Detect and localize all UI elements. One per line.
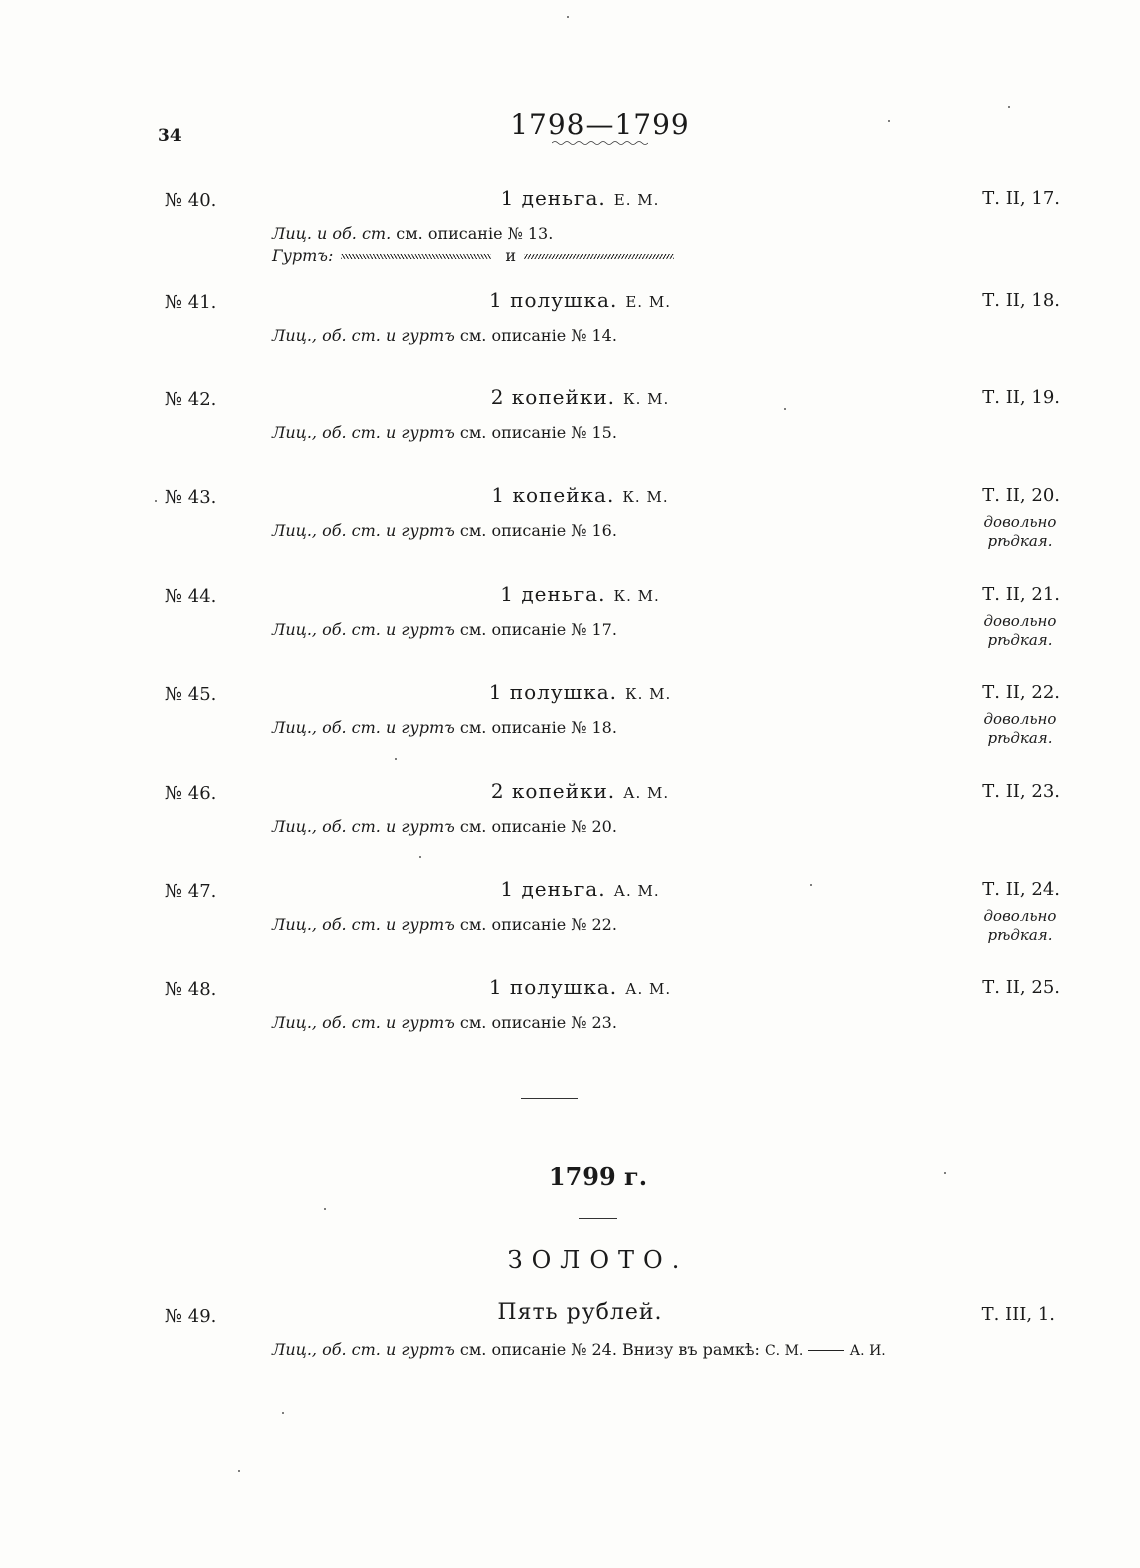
edge-pattern-right	[524, 254, 674, 259]
catalog-entry	[0, 975, 1140, 1069]
description-prefix: Лиц., об. ст. и гуртъ	[272, 817, 455, 836]
running-head: 1798—1799	[510, 108, 690, 141]
denomination: 1 полушка.	[489, 288, 618, 312]
scan-speck	[567, 16, 569, 18]
denomination: 1 деньга.	[500, 186, 606, 210]
description-prefix: Лиц., об. ст. и гуртъ	[272, 521, 455, 540]
description-suffix: см. описаніе № 16.	[459, 521, 617, 540]
rarity-note: довольно рѣдкая.	[983, 710, 1057, 747]
denomination: 2 копейки.	[490, 385, 616, 409]
entry-title	[380, 385, 780, 409]
entry-number: № 49.	[165, 1306, 217, 1327]
catalog-entry	[0, 385, 1140, 479]
description-suffix: см. описаніе № 24. Внизу въ рамкѣ:	[459, 1340, 760, 1359]
description-suffix: см. описаніе № 20.	[459, 817, 617, 836]
denomination: 2 копейки.	[490, 779, 616, 803]
scan-speck	[1008, 106, 1010, 108]
edge-conjunction: и	[505, 246, 517, 265]
metal-heading: ЗОЛОТО.	[507, 1246, 689, 1274]
catalog-entry	[0, 582, 1140, 676]
rarity-note: довольно рѣдкая.	[983, 513, 1057, 550]
entry-description	[272, 1340, 886, 1359]
entry-number: № 42.	[165, 389, 217, 410]
description-prefix: Лиц., об. ст. и гуртъ	[272, 620, 455, 639]
description-suffix: см. описаніе № 23.	[459, 1013, 617, 1032]
rarity-note: довольно рѣдкая.	[983, 612, 1057, 649]
mint-mark: К. М.	[623, 390, 670, 408]
entry-number: № 46.	[165, 783, 217, 804]
scan-speck	[238, 1470, 240, 1472]
plate-reference: Т. II, 25.	[982, 977, 1060, 998]
denomination: 1 деньга.	[500, 582, 606, 606]
denomination: 1 полушка.	[488, 680, 618, 704]
rarity-note: довольно рѣдкая.	[983, 907, 1057, 944]
description-suffix: см. описаніе № 17.	[459, 620, 617, 639]
head-ornament	[552, 140, 648, 146]
denomination: 1 полушка.	[488, 975, 618, 999]
mint-mark: К. М.	[622, 488, 669, 506]
entry-description	[272, 718, 617, 737]
frame-text-right: А. И.	[849, 1343, 886, 1359]
scan-speck	[784, 408, 786, 410]
entry-description	[272, 423, 617, 442]
section-divider	[521, 1098, 578, 1099]
scan-speck	[888, 120, 890, 122]
entry-description	[272, 224, 553, 243]
description-suffix: см. описаніе № 15.	[459, 423, 617, 442]
entry-number: № 44.	[165, 586, 217, 607]
plate-reference: Т. II, 24.	[982, 879, 1060, 900]
entry-title	[380, 483, 780, 507]
catalog-entry	[0, 483, 1140, 577]
catalog-entry	[0, 877, 1140, 971]
plate-reference: Т. II, 17.	[982, 188, 1060, 209]
entry-description	[272, 1013, 617, 1032]
year-heading: 1799 г.	[548, 1162, 648, 1191]
entry-title	[380, 582, 780, 606]
entry-number: № 40.	[165, 190, 217, 211]
scan-speck	[324, 1208, 326, 1210]
description-prefix: Лиц., об. ст. и гуртъ	[272, 915, 455, 934]
entry-title	[380, 779, 780, 803]
mint-mark: Е. М.	[613, 191, 660, 209]
frame-dash	[808, 1350, 844, 1351]
entry-description	[272, 817, 617, 836]
description-prefix: Лиц., об. ст. и гуртъ	[272, 326, 455, 345]
scan-speck	[944, 1172, 946, 1174]
entry-number: № 48.	[165, 979, 217, 1000]
edge-pattern-left	[341, 254, 491, 259]
description-suffix: см. описаніе № 14.	[459, 326, 617, 345]
scan-speck	[282, 1412, 284, 1414]
scan-speck	[419, 856, 421, 858]
catalog-entry	[0, 288, 1140, 382]
plate-reference: Т. II, 23.	[982, 781, 1060, 802]
edge-label: Гуртъ:	[272, 246, 334, 265]
scan-speck	[810, 884, 812, 886]
catalog-entry	[0, 1300, 1140, 1396]
description-prefix: Лиц. и об. ст.	[272, 224, 392, 243]
entry-title	[380, 288, 780, 312]
plate-reference: Т. II, 20.	[982, 485, 1060, 506]
entry-number: № 45.	[165, 684, 217, 705]
entry-number: № 47.	[165, 881, 217, 902]
entry-title	[380, 877, 780, 901]
entry-title	[380, 975, 780, 999]
catalog-entry	[0, 680, 1140, 774]
entry-number: № 41.	[165, 292, 217, 313]
year-underline	[579, 1218, 617, 1219]
description-prefix: Лиц., об. ст. и гуртъ	[272, 423, 455, 442]
plate-reference: Т. II, 18.	[982, 290, 1060, 311]
catalog-entry	[0, 186, 1140, 280]
catalog-entry	[0, 779, 1140, 873]
description-suffix: см. описаніе № 18.	[459, 718, 617, 737]
entry-description	[272, 915, 617, 934]
mint-mark: К. М.	[613, 587, 660, 605]
entry-description	[272, 326, 617, 345]
mint-mark: Е. М.	[625, 293, 671, 311]
denomination: 1 деньга.	[500, 877, 606, 901]
denomination: 1 копейка.	[491, 483, 615, 507]
page-number: 34	[158, 126, 182, 146]
scan-speck	[155, 500, 157, 502]
description-prefix: Лиц., об. ст. и гуртъ	[272, 1340, 455, 1359]
description-prefix: Лиц., об. ст. и гуртъ	[272, 1013, 455, 1032]
description-suffix: см. описаніе № 13.	[396, 224, 554, 243]
mint-mark: А. М.	[613, 882, 660, 900]
entry-title	[380, 680, 780, 704]
entry-title	[380, 186, 780, 210]
mint-mark: А. М.	[625, 980, 672, 998]
entry-description	[272, 620, 617, 639]
plate-reference: Т. II, 22.	[982, 682, 1060, 703]
entry-number: № 43.	[165, 487, 217, 508]
plate-reference: Т. III, 1.	[981, 1304, 1055, 1325]
denomination: Пять рублей.	[497, 1300, 663, 1325]
mint-mark: А. М.	[623, 784, 670, 802]
description-suffix: см. описаніе № 22.	[459, 915, 617, 934]
scan-speck	[395, 758, 397, 760]
frame-text-left: С. М.	[764, 1343, 804, 1359]
mint-mark: К. М.	[625, 685, 672, 703]
edge-description	[272, 246, 688, 265]
description-prefix: Лиц., об. ст. и гуртъ	[272, 718, 455, 737]
entry-description	[272, 521, 617, 540]
plate-reference: Т. II, 19.	[982, 387, 1060, 408]
plate-reference: Т. II, 21.	[982, 584, 1060, 605]
